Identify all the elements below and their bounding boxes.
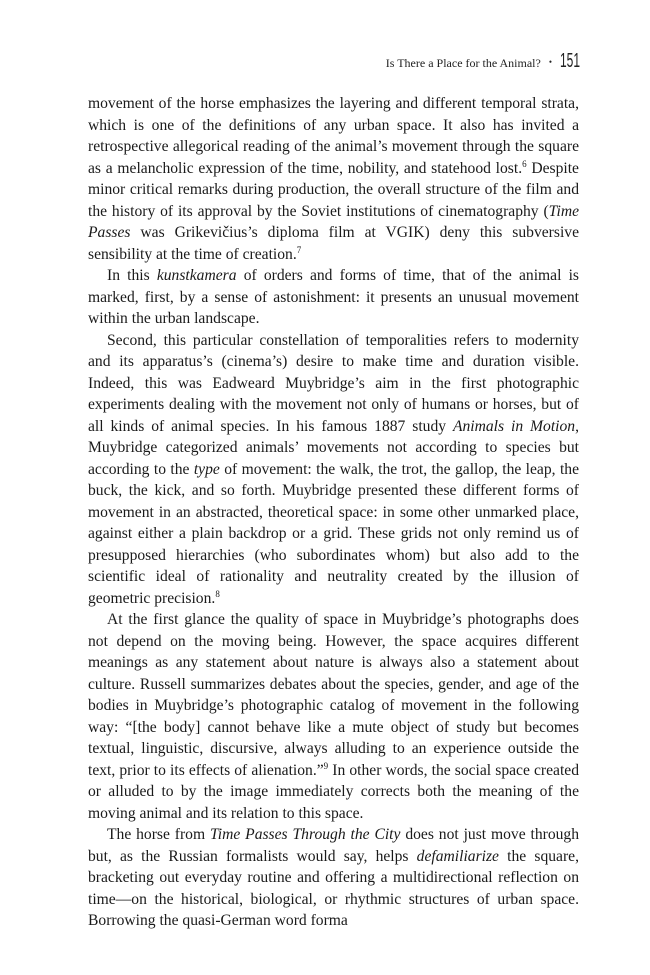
text-run: In other words, the social space created or alluded to by the image immediately corrects both the meaning of the moving animal and its relation to this space. [88, 761, 579, 822]
footnote-reference: 8 [215, 588, 220, 599]
footnote-reference: 7 [296, 244, 302, 255]
paragraph [88, 330, 579, 610]
italic-text: Time Passes Through the City [209, 826, 401, 843]
paragraph [88, 93, 579, 265]
text-run: movement of the horse emphasizes the layering and different temporal strata, which is one of the definitions of any urban space. It also has invited a retrospective allegorical reading of the animal’s movement through the square as a melancholic expression of the time, nobility, and statehood lost. [88, 95, 579, 177]
text-run: the square, bracketing out everyday routine and offering a multidirectional reflection on time—on the historical, biological, or rhythmic structures of urban space. Borrowing the quasi-German word forma [88, 847, 579, 929]
footnote-reference: 9 [323, 760, 329, 771]
text-run: does not just move through but, as the Russian formalists would say, helps [88, 826, 580, 865]
running-title: Is There a Place for the Animal? [385, 56, 541, 70]
paragraph [88, 265, 579, 330]
italic-text: Time Passes [88, 202, 579, 241]
text-run: Despite minor critical remarks during production, the overall structure of the film and the history of its approval by the Soviet institutions of cinematography ( [88, 159, 579, 220]
paragraph [88, 609, 579, 824]
text-run: of orders and forms of time, that of the animal is marked, first, by a sense of astonishment: it presents an unusual movement within the urban landscape. [88, 267, 579, 327]
text-run: was Grikevičius’s diploma film at VGIK) deny this subversive sensibility at the time of creation. [88, 224, 579, 263]
italic-text: kunstkamera [156, 267, 237, 284]
header-separator: • [548, 57, 552, 67]
italic-text: defamiliarize [416, 847, 499, 865]
text-run: The horse from [107, 826, 210, 843]
text-run: In this [107, 267, 157, 284]
text-run: At the first glance the quality of space in Muybridge’s photographs does not depend on the moving being. However, the space acquires different meanings as any statement about nature is always also a statement about culture. Russell summarizes debates about the species, gender, and age of the bodies in Muybridge’s photographic catalog of movement in the following way: “[the body] cannot behave like a mute object of study but becomes textual, linguistic, discursive, always alluding to an experience outside the text, prior to its effects of alienation.” [88, 611, 579, 779]
paragraph [88, 824, 579, 932]
body-text [88, 93, 579, 932]
footnote-reference: 6 [522, 158, 527, 169]
text-run: of movement: the walk, the trot, the gallop, the leap, the buck, the kick, and so forth. Muybridge presented these different forms of movement in an abstracted, theoretical space: in some other unmarked place, against either a plain backdrop or a grid. These grids not only remind us of presupposed hierarchies (who subordinates whom) but also add to the scientific ideal of rationality and neutrality created by the illusion of geometric precision. [88, 460, 579, 607]
text-run: Second, this particular constellation of temporalities refers to modernity and its apparatus’s (cinema’s) desire to make time and duration visible. Indeed, this was Eadweard Muybridge’s aim in the first photographic experiments dealing with the movement not only of humans or horses, but of all kinds of animal species. In his famous 1887 study [88, 331, 579, 435]
text-run: , Muybridge categorized animals’ movements not according to species but according to the [88, 417, 579, 478]
page-number: 151 [560, 50, 581, 72]
italic-text: Animals in Motion [452, 417, 576, 435]
italic-text: type [193, 460, 220, 478]
running-head [386, 50, 580, 73]
